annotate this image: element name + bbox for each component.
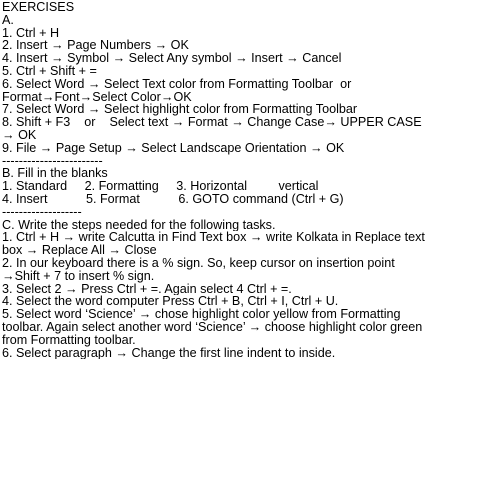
section-b-heading: B. Fill in the blanks (2, 167, 108, 181)
section-a-answer-5: 5. Ctrl + Shift + = (2, 64, 97, 78)
section-a-answer-7: 7. Select Word → Select highlight color from Formatting Toolbar (2, 103, 358, 117)
section-a-answer-9: 9. File → Page Setup → Select Landscape Orientation → OK (2, 141, 345, 155)
section-c-answer-4: 4. Select the word computer Press Ctrl + B, Ctrl + I, Ctrl + U. (2, 295, 339, 309)
section-c-answer-2-cont: →Shift + 7 to insert % sign. (2, 269, 155, 283)
section-c-answer-5-end: from Formatting toolbar. (2, 333, 136, 347)
section-a-answer-8: 8. Shift + F3 or Select text → Format → Change Case→ UPPER CASE (2, 116, 422, 129)
section-a-answer-6: 6. Select Word → Select Text color from Formatting Toolbar or (2, 77, 352, 91)
document-title: EXERCISES (2, 1, 75, 14)
section-a-divider: ------------------------ (2, 154, 103, 168)
section-c-heading: C. Write the steps needed for the following tasks. (2, 218, 276, 232)
section-a-heading: A. (2, 13, 14, 27)
section-b-answers-row-2: 4. Insert 5. Format 6. GOTO command (Ctrl + G) (2, 192, 344, 206)
section-a-answer-4: 4. Insert → Symbol → Select Any symbol → Insert → Cancel (2, 52, 342, 65)
section-c-answer-3: 3. Select 2 → Press Ctrl + =. Again select 4 Ctrl + =. (2, 282, 292, 296)
section-c-answer-6: 6. Select paragraph → Change the first line indent to inside. (2, 346, 336, 360)
exercise-document (2, 1, 493, 359)
section-a-answer-1: 1. Ctrl + H (2, 26, 60, 40)
section-c-answer-5: 5. Select word ‘Science’ → chose highlight color yellow from Formatting (2, 308, 401, 321)
section-b-divider: ------------------- (2, 205, 82, 219)
section-c-answer-1-cont: box → Replace All → Close (2, 244, 157, 257)
section-a-answer-6-cont: Format→Font→Select Color→OK (2, 90, 192, 104)
section-c-answer-5-cont: toolbar. Again select another word ‘Science’ → choose highlight color green (2, 320, 423, 334)
section-c-answer-2: 2. In our keyboard there is a % sign. So, keep cursor on insertion point (2, 256, 395, 270)
section-a-answer-2: 2. Insert → Page Numbers → OK (2, 39, 189, 53)
section-a-answer-8-cont: → OK (2, 128, 37, 142)
section-c-answer-1: 1. Ctrl + H → write Calcutta in Find Text box → write Kolkata in Replace text (2, 231, 425, 245)
section-b-answers-row-1: 1. Standard 2. Formatting 3. Horizontal vertical (2, 180, 319, 193)
